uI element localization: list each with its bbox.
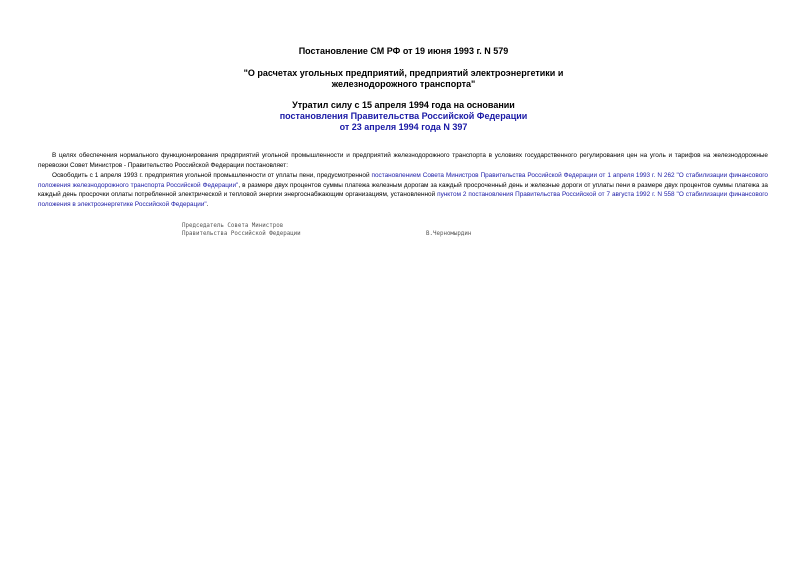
repeal-status [0,100,807,133]
operative-paragraph [38,171,768,209]
operative-text-3: . [206,200,209,208]
title-text: Постановление СМ РФ от 19 июня 1993 г. N 579 [298,46,509,56]
subject-line-1: "О расчетах угольных предприятий, предприятий электроэнергетики и [243,68,564,78]
preamble-paragraph [38,151,768,170]
preamble-text: В целях обеспечения нормального функционирования предприятий угольной промышленности и предприятий железнодорожного транспорта в условиях государственного регулирования цен на уголь и тарифов на железнодорожные перевозки Совет Министров - Правительство Российской Федерации постановляет: [38,152,768,169]
signature-block [182,222,472,238]
document-title [0,46,807,57]
operative-text-1: Освободить с 1 апреля 1993 г. предприятия угольной промышленности от уплаты пени, предусмотренной [52,172,372,179]
signature-row-2 [182,230,472,238]
repeal-link-line-2[interactable]: от 23 апреля 1994 года N 397 [339,122,468,132]
signature-row-1 [182,222,301,230]
signatory-name: В.Черномырдин [426,231,472,237]
operative-text-2: , в размере двух процентов суммы платежа железным дорогам за каждый просроченный день и железные дороги от уплаты пени в размере двух процентов суммы платежа за каждый день просрочки оплаты потребленной электрической и тепловой энергии энергоснабжающим организациям, установленной [38,181,768,199]
signatory-position-line-1: Председатель Совета Министров [182,223,284,229]
status-line: Утратил силу с 15 апреля 1994 года на основании [292,100,515,110]
signatory-position-line-2: Правительства Российской Федерации [182,231,301,237]
document-subject [0,68,807,90]
resolution-558-link[interactable]: пунктом 2 постановления Правительства Российской от 7 августа 1992 г. N 558 "О стабилизации финансового положения в электроэнергетике Российской Федерации" [38,191,768,208]
repeal-link-line-1[interactable]: постановления Правительства Российской Федерации [279,111,528,121]
subject-line-2: железнодорожного транспорта" [331,79,476,89]
resolution-262-link[interactable]: постановлением Совета Министров Правительства Российской Федерации от 1 апреля 1993 г. N 262 "О стабилизации финансового положения железнодорожного транспорта Российской Федерации" [38,172,768,189]
